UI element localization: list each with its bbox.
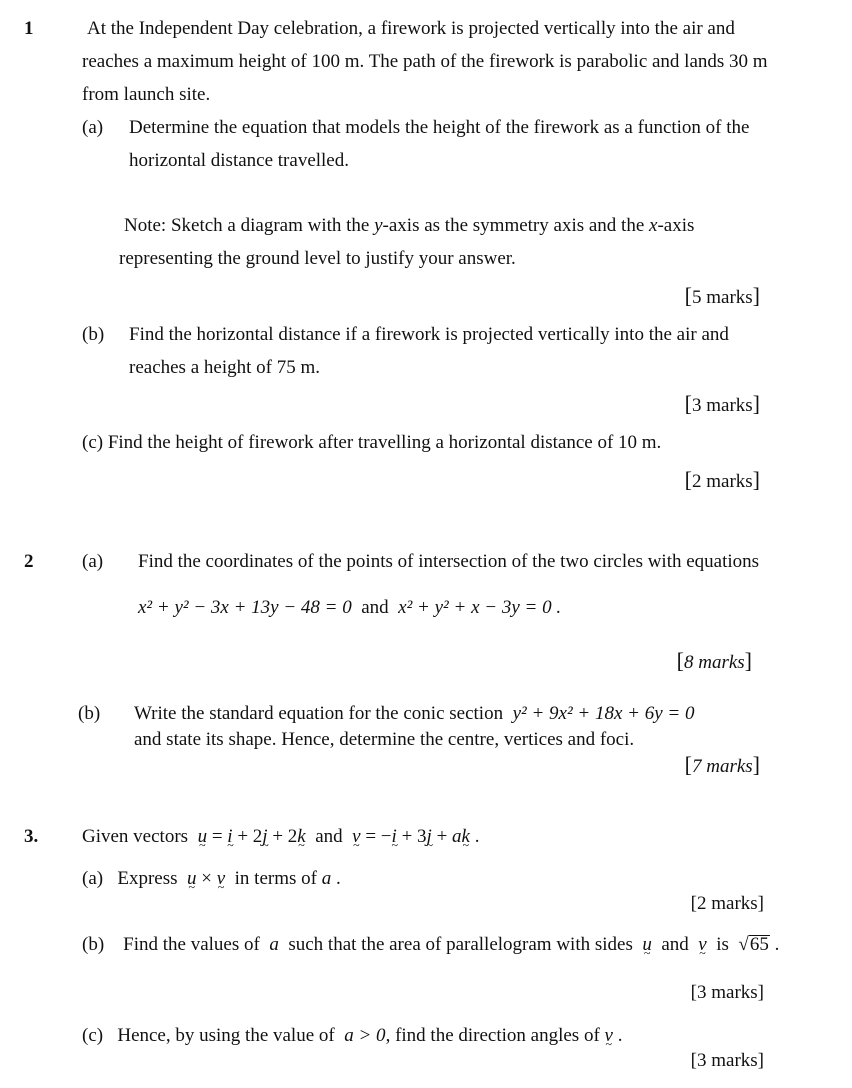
q1a-marks: [5 marks] xyxy=(684,283,760,308)
q1b-label: (b) xyxy=(82,324,105,345)
q1c-text: (c) Find the height of firework after travelling a horizontal distance of 10 m. xyxy=(82,432,662,453)
q3a-marks-text: [2 marks] xyxy=(690,893,764,914)
q2b-line-2: and state its shape. Hence, determine the centre, vertices and foci. xyxy=(134,729,635,750)
q1a-note-mid: -axis as the symmetry axis and the xyxy=(382,215,650,236)
q1a-line-1: Determine the equation that models the height of the firework as a function of the xyxy=(129,117,750,138)
q3c-marks-text: [3 marks] xyxy=(690,1050,764,1071)
q3c-label: (c) xyxy=(82,1025,104,1046)
q1b-marks-text: 3 marks xyxy=(691,395,753,416)
q1c-marks: [2 marks] xyxy=(684,467,760,492)
q1b-line-2: reaches a height of 75 m. xyxy=(129,357,320,378)
q1a-marks-text: 5 marks xyxy=(691,287,753,308)
q3-intro-text: Given vectors xyxy=(82,826,189,847)
q2a-line-1: Find the coordinates of the points of intersection of the two circles with equations xyxy=(138,551,760,572)
q2a-label: (a) xyxy=(82,551,104,572)
q2b-label: (b) xyxy=(78,703,101,724)
q1b-marks: [3 marks] xyxy=(684,391,760,416)
q3b-root-value: 65 xyxy=(749,934,769,955)
q3c-vector-v: v ~ xyxy=(605,1025,613,1047)
question-3-number: 3. xyxy=(24,826,39,847)
q2a-marks: [8 marks] xyxy=(676,648,752,673)
q3b-var: a xyxy=(269,934,279,955)
q3a-line: (a) Express u ~ × v ~ in terms of a . xyxy=(82,868,341,890)
q3a-cross-product: u ~ × v ~ xyxy=(187,868,225,889)
q3b-sqrt: √65 xyxy=(738,934,769,955)
q2b-line-1 xyxy=(134,703,695,725)
q1a-note-suffix: -axis xyxy=(657,215,695,236)
q3a-label: (a) xyxy=(82,868,104,889)
q3a-marks xyxy=(691,893,764,915)
q2b-text: Write the standard equation for the conic section xyxy=(134,703,504,724)
q3c-suffix: , find the direction angles of xyxy=(385,1025,600,1046)
q3b-side-u: u ~ xyxy=(642,934,652,956)
q2a-and: and xyxy=(361,597,389,618)
q1a-note-prefix: Note: Sketch a diagram with the xyxy=(124,215,375,236)
q1b-line-1: Find the horizontal distance if a firework is projected vertically into the air and xyxy=(129,324,729,345)
q3b-label: (b) xyxy=(82,934,105,955)
q2a-eq1: x² + y² − 3x + 13y − 48 = 0 xyxy=(138,597,352,618)
q3b-mid: such that the area of parallelogram with sides xyxy=(288,934,633,955)
q3c-text: Hence, by using the value of xyxy=(117,1025,335,1046)
q1a-note-line-2: representing the ground level to justify your answer. xyxy=(119,248,516,269)
q3-and: and xyxy=(315,826,343,847)
q2a-equations xyxy=(138,597,561,619)
q3a-text: Express xyxy=(117,868,178,889)
q2a-marks-text: 8 marks xyxy=(683,652,745,673)
q3-vector-v-def: v ~ = −i ~ + 3j ~ + ak ~ . xyxy=(352,826,479,847)
q1a-line-2: horizontal distance travelled. xyxy=(129,150,349,171)
q3b-is: is xyxy=(716,934,729,955)
q1a-label: (a) xyxy=(82,117,104,138)
q1-intro-line-2: reaches a maximum height of 100 m. The path of the firework is parabolic and lands 30 m xyxy=(82,51,768,72)
q3c-marks xyxy=(691,1050,764,1072)
q1-intro-line-3: from launch site. xyxy=(82,84,211,105)
q3b-text: Find the values of xyxy=(123,934,260,955)
q3-intro xyxy=(82,826,479,848)
q3c-line: (c) Hence, by using the value of a > 0, find the direction angles of v ~ . xyxy=(82,1025,622,1047)
q1-intro-line-1: At the Independent Day celebration, a firework is projected vertically into the air and xyxy=(87,18,735,39)
q3b-marks xyxy=(691,982,764,1004)
q2b-equation: y² + 9x² + 18x + 6y = 0 xyxy=(512,703,695,724)
q1a-note xyxy=(124,215,694,237)
q2b-marks-text: 7 marks xyxy=(691,756,753,777)
q1c-marks-text: 2 marks xyxy=(691,471,753,492)
q3a-var: a xyxy=(321,868,332,889)
question-1-number: 1 xyxy=(24,18,34,39)
q1a-note-var-y: y xyxy=(374,215,383,236)
q2a-eq2: x² + y² + x − 3y = 0 . xyxy=(398,597,562,618)
q3-vector-u-def: u ~ = i ~ + 2j ~ + 2k ~ xyxy=(198,826,306,847)
q1a-note-var-x: x xyxy=(649,215,658,236)
q3b-marks-text: [3 marks] xyxy=(690,982,764,1003)
q3a-suffix: in terms of xyxy=(234,868,317,889)
q3c-condition: a > 0 xyxy=(344,1025,386,1046)
q3b-and: and xyxy=(661,934,689,955)
q3b-side-v: v ~ xyxy=(698,934,706,956)
q3b-line: (b) Find the values of a such that the area of parallelogram with sides u ~ and v ~ is √65 . xyxy=(82,934,779,956)
question-2-number: 2 xyxy=(24,551,34,572)
q2b-marks: [7 marks] xyxy=(684,752,760,777)
